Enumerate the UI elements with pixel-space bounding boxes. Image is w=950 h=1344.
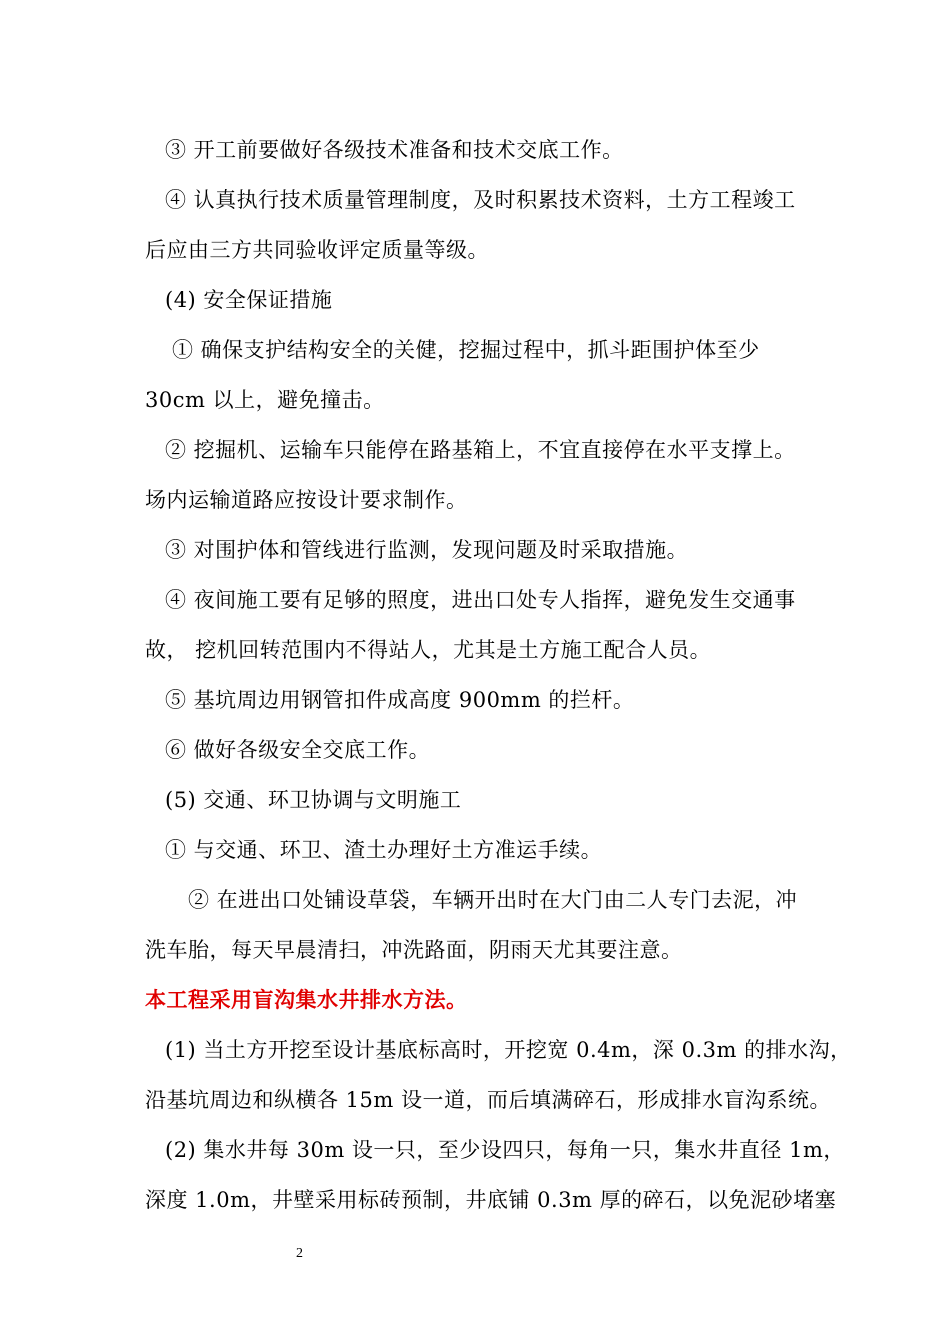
paragraph-line: ③ 对围护体和管线进行监测，发现问题及时采取措施。 xyxy=(165,538,689,562)
paragraph-line: (2) 集水井每 30m 设一只，至少设四只，每角一只，集水井直径 1m， xyxy=(165,1138,845,1162)
paragraph-line: 故， 挖机回转范围内不得站人，尤其是土方施工配合人员。 xyxy=(145,638,712,662)
paragraph-line: (1) 当土方开挖至设计基底标高时，开挖宽 0.4m，深 0.3m 的排水沟， xyxy=(165,1038,852,1062)
paragraph-line: ① 与交通、环卫、渣土办理好土方准运手续。 xyxy=(165,838,603,862)
paragraph-line: 沿基坑周边和纵横各 15m 设一道，而后填满碎石，形成排水盲沟系统。 xyxy=(145,1088,831,1112)
section-heading: (5) 交通、环卫协调与文明施工 xyxy=(165,788,462,812)
paragraph-line: ② 挖掘机、运输车只能停在路基箱上，不宜直接停在水平支撑上。 xyxy=(165,438,796,462)
paragraph-line: ⑤ 基坑周边用钢管扣件成高度 900mm 的拦杆。 xyxy=(165,688,635,712)
section-heading: (4) 安全保证措施 xyxy=(165,288,333,312)
paragraph-line: ⑥ 做好各级安全交底工作。 xyxy=(165,738,431,762)
paragraph-line: ④ 夜间施工要有足够的照度，进出口处专人指挥，避免发生交通事 xyxy=(165,588,796,612)
paragraph-line: ② 在进出口处铺设草袋，车辆开出时在大门由二人专门去泥，冲 xyxy=(188,888,798,912)
paragraph-line: 深度 1.0m，井壁采用标砖预制，井底铺 0.3m 厚的碎石，以免泥砂堵塞 xyxy=(145,1188,837,1212)
red-heading: 本工程采用盲沟集水井排水方法。 xyxy=(145,988,468,1012)
paragraph-line: ④ 认真执行技术质量管理制度，及时积累技术资料，土方工程竣工 xyxy=(165,188,796,212)
paragraph-line: 30cm 以上，避免撞击。 xyxy=(145,388,385,412)
paragraph-line: ③ 开工前要做好各级技术准备和技术交底工作。 xyxy=(165,138,624,162)
paragraph-line: 洗车胎，每天早晨清扫，冲洗路面，阴雨天尤其要注意。 xyxy=(145,938,683,962)
paragraph-line: 场内运输道路应按设计要求制作。 xyxy=(145,488,468,512)
paragraph-line: 后应由三方共同验收评定质量等级。 xyxy=(145,238,489,262)
paragraph-line: ① 确保支护结构安全的关健，挖掘过程中，抓斗距围护体至少 xyxy=(172,338,760,362)
page-number: 2 xyxy=(296,1246,303,1261)
